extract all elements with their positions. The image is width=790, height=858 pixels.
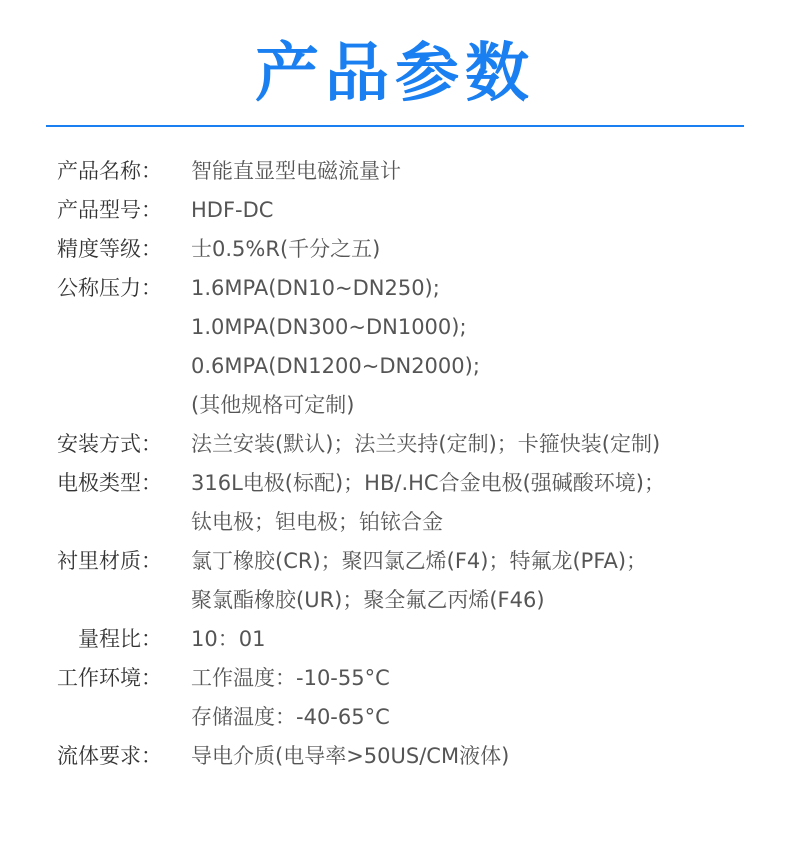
spec-value: HDF-DC: [191, 198, 274, 222]
spec-value: 工作温度：-10-55°C: [191, 666, 390, 690]
spec-value: 智能直显型电磁流量计: [191, 159, 401, 183]
spec-row: [0, 152, 790, 191]
spec-value: 1.0MPA(DN300~DN1000);: [191, 315, 467, 339]
spec-value: 10：01: [191, 627, 266, 651]
spec-row: [0, 737, 790, 776]
spec-label: 工作环境：: [57, 666, 162, 690]
spec-row: [0, 464, 790, 542]
spec-values: [162, 620, 790, 659]
spec-row: [0, 659, 790, 737]
page-title: 产品参数: [255, 37, 535, 111]
spec-value: 0.6MPA(DN1200~DN2000);: [191, 354, 480, 378]
spec-values: [162, 191, 790, 230]
spec-value: 钛电极；钽电极；铂铱合金: [191, 510, 443, 534]
spec-value: 法兰安装(默认)；法兰夹持(定制)；卡箍快装(定制): [191, 432, 661, 456]
spec-label: 流体要求：: [57, 744, 162, 768]
spec-value: 存储温度：-40-65°C: [191, 705, 390, 729]
spec-label: 衬里材质：: [57, 549, 162, 573]
spec-label: 产品名称：: [57, 159, 162, 183]
spec-values: [162, 464, 790, 542]
spec-label: 公称压力：: [57, 276, 162, 300]
spec-values: [162, 425, 790, 464]
spec-values: [162, 737, 790, 776]
spec-value: 士0.5%R(千分之五): [191, 237, 381, 261]
spec-values: [162, 542, 790, 620]
spec-row: [0, 269, 790, 425]
spec-values: [162, 269, 790, 425]
spec-label: 安装方式：: [57, 432, 162, 456]
spec-row: [0, 230, 790, 269]
spec-value: 316L电极(标配)；HB/.HC合金电极(强碱酸环境)；: [191, 471, 665, 495]
spec-values: [162, 659, 790, 737]
spec-label: 精度等级：: [57, 237, 162, 261]
spec-values: [162, 230, 790, 269]
spec-value: 聚氯酯橡胶(UR)；聚全氟乙丙烯(F46): [191, 588, 545, 612]
spec-values: [162, 152, 790, 191]
spec-value: 1.6MPA(DN10~DN250);: [191, 276, 440, 300]
spec-label: 量程比：: [78, 627, 162, 651]
spec-label: 产品型号：: [57, 198, 162, 222]
title-divider: [46, 125, 744, 127]
spec-row: [0, 191, 790, 230]
spec-row: [0, 620, 790, 659]
spec-value: 氯丁橡胶(CR)；聚四氯乙烯(F4)；特氟龙(PFA)；: [191, 549, 648, 573]
spec-value: 导电介质(电导率>50US/CM液体): [191, 744, 510, 768]
spec-value: (其他规格可定制): [191, 393, 355, 417]
spec-row: [0, 542, 790, 620]
spec-label: 电极类型：: [57, 471, 162, 495]
spec-list: [0, 152, 790, 776]
spec-row: [0, 425, 790, 464]
